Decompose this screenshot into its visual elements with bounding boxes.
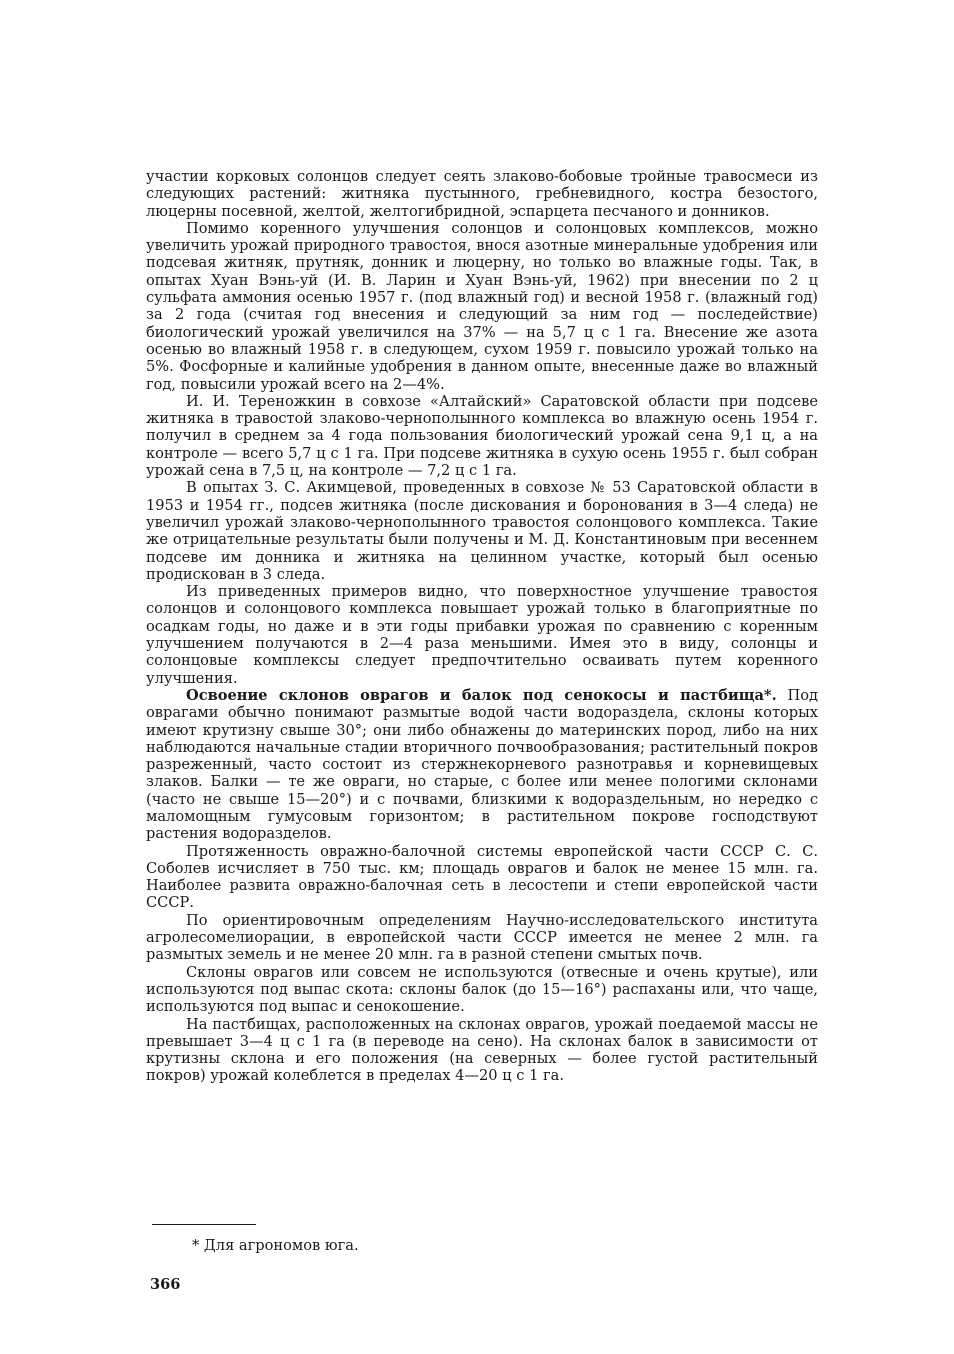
page-body	[146, 168, 818, 1085]
paragraph-5: Из приведенных примеров видно, что поверхностное улучшение травостоя солонцов и солонцового комплекса повышает урожай только в благоприятные по осадкам годы, но даже и в эти годы прибавки урожая по сравнению с коренным улучшением получаются в 2—4 раза меньшими. Имея это в виду, солонцы и солонцовые комплексы следует предпочтительно осваивать путем коренного улучшения.	[146, 583, 818, 687]
page-number: 366	[150, 1276, 181, 1293]
paragraph-6: Протяженность овражно-балочной системы европейской части СССР С. С. Соболев исчисляет в 750 тыс. км; площадь оврагов и балок не менее 15 млн. га. Наиболее развита овражно-балочная сеть в лесостепи и степи европейской части СССР.	[146, 842, 818, 912]
footnote-divider	[152, 1224, 256, 1225]
section-text: Под оврагами обычно понимают размытые водой части водораздела, склоны которых имеют крутизну свыше 30°; они либо обнажены до материнских пород, либо на них наблюдаются начальные стадии вторичного почвообразования; растительный покров разреженный, часто состоит из стержнекорневого разнотравья и корневищевых злаков. Балки — те же овраги, но старые, с более или менее пологими склонами (часто не свыше 15—20°) и с почвами, близкими к водораздельным, но нередко с маломощным гумусовым горизонтом; в растительном покрове господствуют растения водоразделов.	[146, 686, 818, 843]
section-paragraph	[146, 687, 818, 843]
paragraph-1: участии корковых солонцов следует сеять злаково-бобовые тройные травосмеси из следующих растений: житняка пустынного, гребневидного, костра безостого, люцерны посевной, желтой, желтогибридной, эспарцета песчаного и донников.	[146, 168, 818, 220]
section-heading: Освоение склонов оврагов и балок под сенокосы и пастбища*.	[186, 686, 777, 704]
paragraph-3: И. И. Тереножкин в совхозе «Алтайский» Саратовской области при подсеве житняка в травостой злаково-чернополынного комплекса во влажную осень 1954 г. получил в среднем за 4 года пользования биологический урожай сена 9,1 ц, а на контроле — всего 5,7 ц с 1 га. При подсеве житняка в сухую осень 1955 г. был собран урожай сена в 7,5 ц, на контроле — 7,2 ц с 1 га.	[146, 392, 818, 480]
paragraph-2: Помимо коренного улучшения солонцов и солонцовых комплексов, можно увеличить урожай природного травостоя, внося азотные минеральные удобрения или подсевая житняк, прутняк, донник и люцерну, но только во влажные годы. Так, в опытах Хуан Вэнь-уй (И. В. Ларин и Хуан Вэнь-уй, 1962) при внесении по 2 ц сульфата аммония осенью 1957 г. (под влажный год) и весной 1958 г. (влажный год) за 2 года (считая год внесения и следующий за ним год — последействие) биологический урожай увеличился на 37% — на 5,7 ц с 1 га. Внесение же азота осенью во влажный 1958 г. в следующем, сухом 1959 г. повысило урожай только на 5%. Фосфорные и калийные удобрения в данном опыте, внесенные даже во влажный год, повысили урожай всего на 2—4%.	[146, 219, 818, 393]
footnote: * Для агрономов юга.	[192, 1237, 359, 1254]
paragraph-7: По ориентировочным определениям Научно-исследовательского института агролесомелиорации, в европейской части СССР имеется не менее 2 млн. га размытых земель и не менее 20 млн. га в разной степени смытых почв.	[146, 911, 818, 964]
paragraph-9: На пастбищах, расположенных на склонах оврагов, урожай поедаемой массы не превышает 3—4 ц с 1 га (в переводе на сено). На склонах балок в зависимости от крутизны склона и его положения (на северных — более густой растительный покров) урожай колеблется в пределах 4—20 ц с 1 га.	[146, 1015, 818, 1085]
paragraph-4: В опытах З. С. Акимцевой, проведенных в совхозе № 53 Саратовской области в 1953 и 1954 гг., подсев житняка (после дискования и боронования в 3—4 следа) не увеличил урожай злаково-чернополынного травостоя солонцового комплекса. Такие же отрицательные результаты были получены и М. Д. Константиновым при весеннем подсеве им донника и житняка на целинном участке, который был осенью продискован в 3 следа.	[146, 479, 818, 583]
paragraph-8: Склоны оврагов или совсем не используются (отвесные и очень крутые), или используются под выпас скота: склоны балок (до 15—16°) распаханы или, что чаще, используются под выпас и сенокошение.	[146, 963, 818, 1016]
